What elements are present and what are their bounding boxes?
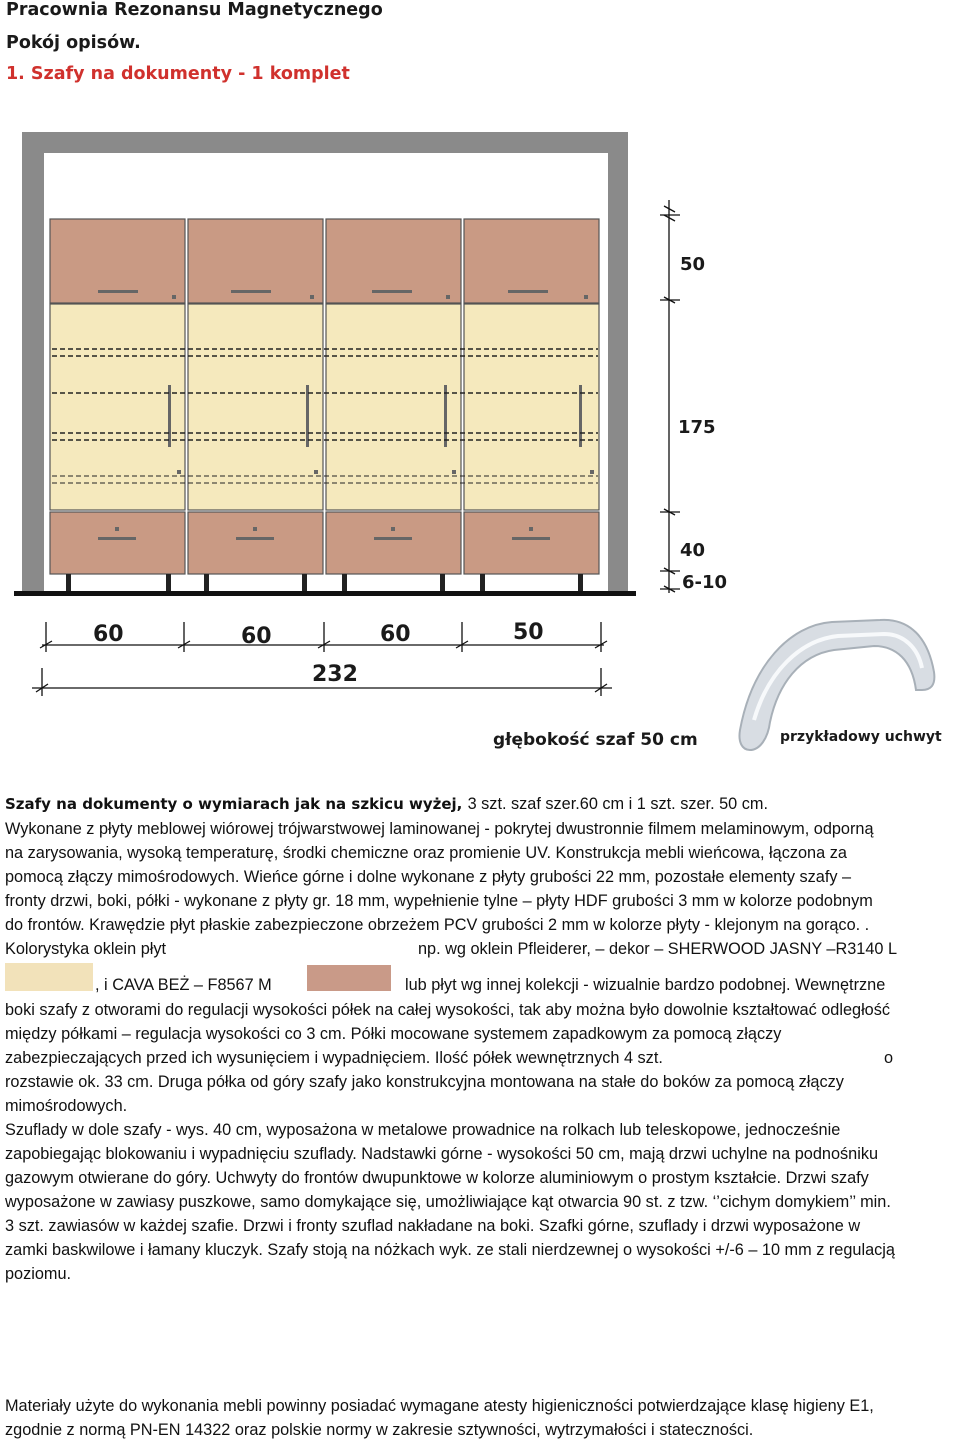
description-line-colors-label: Kolorystyka oklein płyt [5,940,167,958]
leg [204,574,209,591]
door-handle [579,385,582,447]
header-room: Pokój opisów. [6,33,141,53]
handle [98,290,138,293]
door-lock [314,470,318,474]
description-line: zabezpieczających przed ich wysunięciem i wypadnięciem. Ilość półek wewnętrznych 4 szt. [5,1049,663,1067]
width-label-2: 60 [241,624,272,649]
description-line: 3 szt. zawiasów w każdej szafie. Drzwi i fronty szuflad nakładane na boki. Szafki górne, szuflady i drzwi wyposażone w [5,1217,861,1235]
description-line: Wykonane z płyty meblowej wiórowej trójwarstwowej laminowanej - pokrytej dwustronnie filmem melaminowym, odporną [5,820,874,838]
cabinet-2 [188,219,323,574]
drawer [464,512,599,574]
drawer-handle [512,537,550,540]
handle [372,290,412,293]
description-line: na zarysowania, wysoką temperaturę, środki chemiczne oraz promienie UV. Konstrukcja mebli wieńcowa, łączona za [5,844,847,862]
drawer-lock [115,527,119,531]
description-line: mimośrodowych. [5,1097,128,1115]
door-lock [452,470,456,474]
main-door [464,304,599,510]
description-line: między półkami – regulacja wysokości co 3 cm. Półki mocowane systemem zapadkowym za pomocą złączy [5,1025,782,1043]
header-item: 1. Szafy na dokumenty - 1 komplet [6,64,350,84]
description-line: pomocą złączy mimośrodowych. Wieńce górne i dolne wykonane z płyty grubości 22 mm, pozostałe elementy szafy – [5,868,852,886]
vertical-dimension [660,200,680,593]
door-handle [306,385,309,447]
cabinet-3 [326,219,461,574]
leg [440,574,445,591]
drawer [326,512,461,574]
width-label-3: 60 [380,622,411,647]
description-lead: Szafy na dokumenty o wymiarach jak na szkicu wyżej, [5,795,468,813]
description-line: boki szafy z otworami do regulacji wysokości półek na całej wysokości, tak aby można było dowolnie kształtować odległość [5,1001,891,1019]
footer-line-2: zgodnie z normą PN-EN 14322 oraz polskie normy w zakresie sztywności, wytrzymałości i stateczności. [5,1421,754,1439]
cava-color-swatch [307,965,391,991]
description-line: do frontów. Krawędzie płyt płaskie zabezpieczone obrzeżem PCV grubości 2 mm w kolorze płyty - klejonym na gorąco. . [5,916,870,934]
drawer [50,512,185,574]
dim-label-drawer: 40 [680,540,706,561]
drawer-handle [374,537,412,540]
door-handle [168,385,171,447]
main-door [188,304,323,510]
description-line: rozstawie ok. 33 cm. Druga półka od góry szafy jako konstrukcyjna montowana na stałe do boków za pomocą złączy [5,1073,844,1091]
drawer-lock [391,527,395,531]
dim-label-upper: 50 [680,254,706,275]
total-width-label: 232 [312,662,358,687]
door-handle [444,385,447,447]
door-lock [590,470,594,474]
description-line: poziomu. [5,1265,72,1283]
drawer-lock [253,527,257,531]
leg [66,574,71,591]
description-lead-rest: 3 szt. szaf szer.60 cm i 1 szt. szer. 50 cm. [467,795,768,813]
header-title: Pracownia Rezonansu Magnetycznego [6,0,383,20]
description-line-cava: , i CAVA BEŻ – F8567 M [95,976,272,994]
depth-label: głębokość szaf 50 cm [493,730,698,750]
lock [172,295,176,299]
drawer-handle [98,537,136,540]
main-door [50,304,185,510]
cabinet-4 [464,219,599,574]
main-door [326,304,461,510]
door-lock [177,470,181,474]
description-line-cava-rest: lub płyt wg innej kolekcji - wizualnie bardzo podobnej. Wewnętrzne [405,976,886,994]
leg [166,574,171,591]
leg [342,574,347,591]
leg [302,574,307,591]
drawer [188,512,323,574]
description-line-colors-decor: np. wg oklein Pfleiderer, – dekor – SHERWOOD JASNY –R3140 L [418,940,898,958]
description-line: zamki baskwilowe i łamany kluczyk. Szafy stoją na nóżkach wyk. ze stali nierdzewnej o wysokości +/-6 – 10 mm z regulacją [5,1241,895,1259]
lock [310,295,314,299]
handle [231,290,271,293]
floor-line [14,591,636,596]
description-line: fronty drzwi, boki, półki - wykonane z płyty gr. 18 mm, wypełnienie tylne – płyty HDF grubości 3 mm w kolorze podobnym [5,892,873,910]
width-label-1: 60 [93,622,124,647]
sherwood-color-swatch [5,963,93,991]
leg [578,574,583,591]
dim-label-main: 175 [678,417,716,438]
handle [508,290,548,293]
lock [446,295,450,299]
dim-label-leg: 6-10 [682,572,728,593]
description-line: zapobiegając blokowaniu i wypadnięciu szuflady. Nadstawki górne - wysokości 50 cm, mają drzwi uchylne na podnośniku [5,1145,879,1163]
drawer-lock [529,527,533,531]
cabinet-1 [50,219,185,574]
description-line-1 [5,795,768,814]
description-line: Szuflady w dole szafy - wys. 40 cm, wyposażona w metalowe prowadnice na rolkach lub teleskopowe, jednocześnie [5,1121,841,1139]
drawer-handle [236,537,274,540]
lock [584,295,588,299]
width-label-4: 50 [513,620,544,645]
footer-line-1: Materiały użyte do wykonania mebli powinny posiadać wymagane atesty higieniczności potwierdzające klasę higieny E1, [5,1397,874,1415]
leg [480,574,485,591]
description-line-tail: o [884,1049,894,1067]
handle-label: przykładowy uchwyt [780,729,942,745]
description-line: wyposażone w zawiasy puszkowe, samo domykające się, umożliwiające kąt otwarcia 90 st. z tzw. ‘’cichym domykiem’’ min. [5,1193,891,1211]
description-line: gazowym otwierane do góry. Uchwyty do frontów dwupunktowe w kolorze aluminiowym o prostym kształcie. Drzwi szafy [5,1169,869,1187]
